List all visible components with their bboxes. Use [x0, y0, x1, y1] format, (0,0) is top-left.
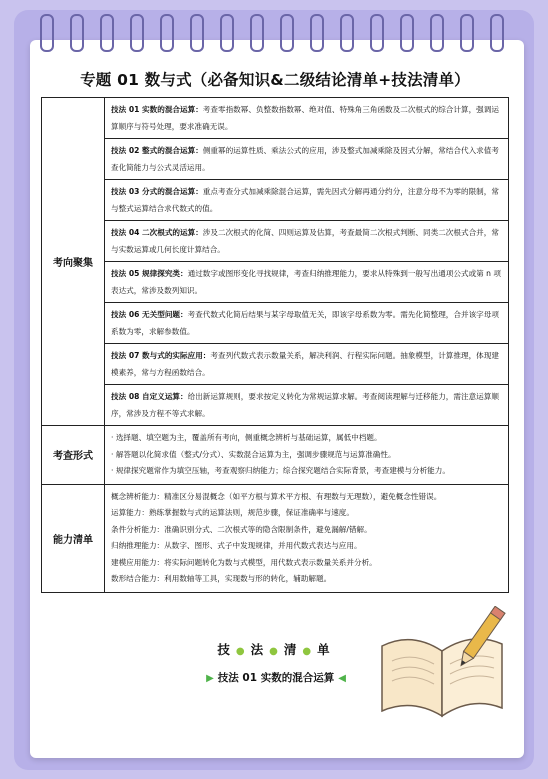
- list-item: [105, 139, 508, 180]
- item-label: 技法 08 自定义运算：: [111, 392, 188, 401]
- binder-ring: [340, 14, 354, 52]
- open-book-illustration: [372, 606, 512, 726]
- list-item: 运算能力：熟练掌握数与式的运算法则，规范步骤，保证准确率与速度。: [111, 508, 354, 517]
- item-text: 考查零指数幂、负整数指数幂、绝对值、特殊角三角函数及二次根式的综合计算，强调运算顺序与符号处理，要求准确无误。: [111, 105, 499, 131]
- list-item: 建模应用能力：将实际问题转化为数与式模型，用代数式表示数量关系并分析。: [111, 557, 377, 567]
- binder-ring: [100, 14, 114, 52]
- list-item: 概念辨析能力：精准区分易混概念（如平方根与算术平方根、有理数与无理数），避免概念性错误。: [111, 491, 442, 501]
- list-item: [105, 98, 508, 139]
- list-item: 条件分析能力：准确识别分式、二次根式等的隐含限制条件，避免漏解/错解。: [111, 524, 372, 534]
- binder-ring: [70, 14, 84, 52]
- dot-icon: ●: [235, 646, 248, 657]
- binder-ring: [490, 14, 504, 52]
- summary-table: [41, 97, 509, 593]
- section-banner: [190, 640, 360, 658]
- dot-icon: ●: [269, 646, 281, 657]
- binder-ring: [40, 14, 54, 52]
- table-row-focus: [42, 98, 509, 426]
- banner-char: 清: [283, 642, 300, 657]
- binder-ring: [250, 14, 264, 52]
- item-label: 技法 04 二次根式的运算：: [111, 228, 203, 237]
- binder-ring: [220, 14, 234, 52]
- binder-ring: [280, 14, 294, 52]
- dot-icon: ●: [302, 646, 315, 657]
- form-lines: [105, 426, 509, 485]
- binder-ring: [370, 14, 384, 52]
- binder-ring: [400, 14, 414, 52]
- page-title: 专题 01 数与式（必备知识&二级结论清单+技法清单）: [80, 71, 470, 89]
- binder-ring: [310, 14, 324, 52]
- table-row-form: [42, 426, 509, 485]
- item-text: 涉及二次根式的化简、四则运算及估算，考查最简二次根式判断、同类二次根式合并，常与实数运算或几何长度计算结合。: [111, 228, 499, 254]
- row-header-ability: 能力清单: [42, 484, 105, 592]
- list-item: · 解答题以化简求值（整式/分式）、实数混合运算为主，强调步骤规范与运算准确性。: [111, 449, 396, 459]
- item-text: 侧重幂的运算性质、乘法公式的应用，涉及整式加减乘除及因式分解，常结合代入求值考查化简能力与公式灵活运用。: [111, 146, 499, 172]
- binder-ring: [160, 14, 174, 52]
- binder-ring: [190, 14, 204, 52]
- list-item: · 选择题、填空题为主，覆盖所有考向，侧重概念辨析与基础运算，属低中档题。: [111, 433, 382, 442]
- row-header-focus: 考向聚集: [42, 98, 105, 426]
- item-label: 技法 06 无关型问题：: [111, 310, 188, 319]
- arrow-left-icon: ◀: [338, 673, 346, 684]
- section-subtitle: [186, 670, 366, 685]
- list-item: · 规律探究题常作为填空压轴，考查观察归纳能力；综合探究题结合实际背景，考查建模与分析能力。: [111, 466, 450, 475]
- book-left-page: [382, 640, 442, 716]
- table-row-ability: [42, 484, 509, 592]
- list-item: [105, 262, 508, 303]
- binder-rings: [40, 14, 510, 54]
- binder-ring: [130, 14, 144, 52]
- item-text: 考查代数式化简后结果与某字母取值无关，即该字母系数为零。需先化简整理，合并该字母项系数为零，求解参数值。: [111, 310, 499, 336]
- item-text: 通过数字或图形变化寻找规律，考查归纳推理能力，要求从特殊到一般写出通项公式或第 n 项表达式，常涉及数列知识。: [111, 269, 501, 295]
- list-item: [105, 180, 508, 221]
- item-text: 考查列代数式表示数量关系，解决利润、行程实际问题。抽象模型，计算推理，体现建模素养，常与方程函数结合。: [111, 351, 499, 377]
- list-item: 数形结合能力：利用数轴等工具，实现数与形的转化，辅助解题。: [111, 574, 332, 583]
- banner-char: 法: [250, 642, 267, 657]
- list-item: 归纳推理能力：从数字、图形、式子中发现规律，并用代数式表达与应用。: [111, 541, 362, 550]
- list-item: [105, 221, 508, 262]
- item-label: 技法 07 数与式的实际应用：: [111, 351, 211, 360]
- ability-lines: [105, 484, 509, 592]
- item-label: 技法 05 规律探究类：: [111, 269, 188, 278]
- item-label: 技法 01 实数的混合运算：: [111, 105, 203, 114]
- list-item: [105, 303, 508, 344]
- item-text: 重点考查分式加减乘除混合运算，需先因式分解再通分约分，注意分母不为零的限制，常与整式运算结合求代数式的值。: [111, 187, 499, 213]
- focus-items: [105, 98, 509, 426]
- arrow-right-icon: ▶: [206, 673, 214, 684]
- item-text: 给出新运算规则，要求按定义转化为常规运算求解。考查阅读理解与迁移能力，需注意运算顺序，常涉及方程不等式求解。: [111, 392, 499, 418]
- item-label: 技法 03 分式的混合运算：: [111, 187, 203, 196]
- list-item: [105, 344, 508, 385]
- list-item: [105, 385, 508, 425]
- binder-ring: [430, 14, 444, 52]
- banner-char: 技: [217, 642, 233, 657]
- binder-ring: [460, 14, 474, 52]
- banner-char: 单: [317, 642, 333, 657]
- subtitle-text: 技法 01 实数的混合运算: [217, 672, 335, 684]
- row-header-form: 考查形式: [42, 426, 105, 485]
- item-label: 技法 02 整式的混合运算：: [111, 146, 203, 155]
